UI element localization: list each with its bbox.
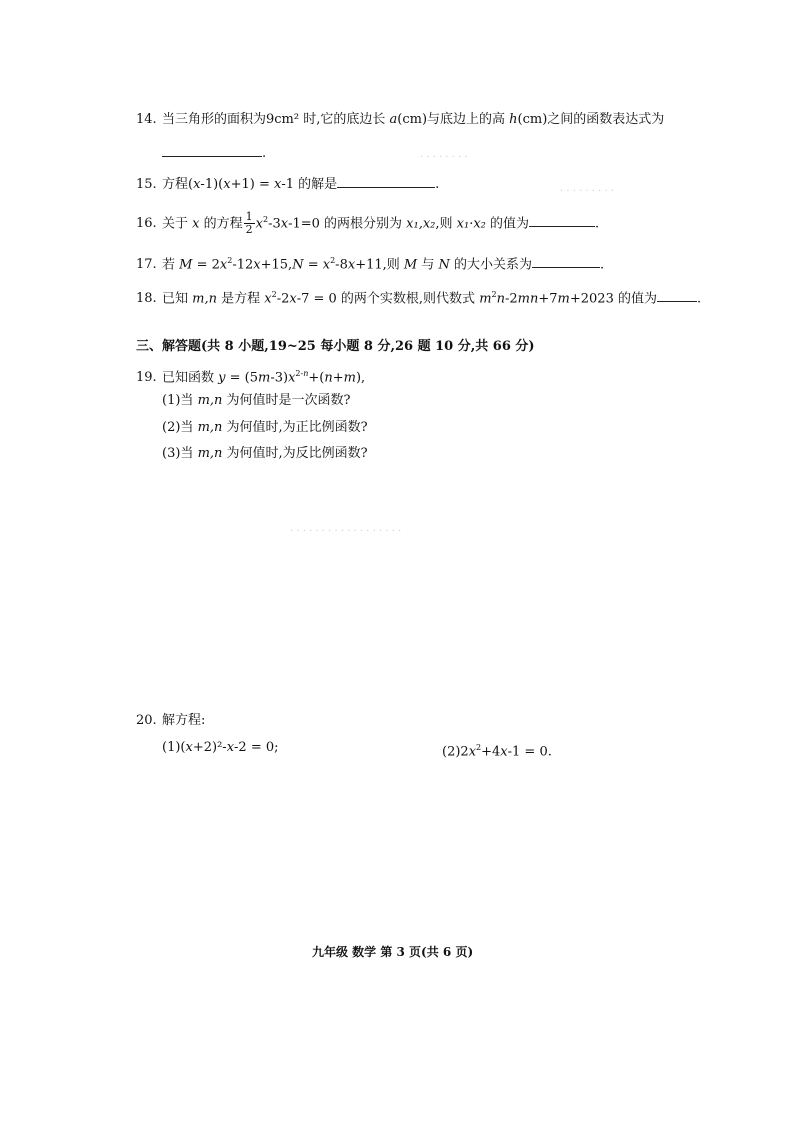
question-15: 15. 方程(x-1)(x+1) = x-1 的解是 .	[136, 173, 439, 195]
bleed-through-text: · · · · · · · · · · · · · · · · · ·	[290, 526, 402, 537]
question-19-part-1: (1)当 m,n 为何值时是一次函数?	[162, 393, 351, 408]
question-19: 19. 已知函数 $y = (5m-3)x^{2-n}+(n+m)$,	[136, 369, 366, 386]
question-20-part-1: (1)(x+2)²-x-2 = 0;	[162, 740, 279, 755]
answer-blank-18[interactable]	[657, 287, 697, 302]
question-17: 17. 若 $M = 2x^2-12x+15,N = x^2-8x+11$,则 M 与 N 的大小关系为 .	[136, 251, 604, 275]
question-19-part-3: (3)当 m,n 为何值时,为反比例函数?	[162, 446, 368, 461]
question-19-part-2: (2)当 m,n 为何值时,为正比例函数?	[162, 420, 368, 435]
page-footer: 九年级 数学 第 3 页(共 6 页)	[312, 945, 474, 959]
answer-blank-15[interactable]	[337, 173, 435, 188]
question-18: 18. 已知 m,n 是方程 $x^2-2x-7 = 0$ 的两个实数根,则代数式 $m^2n-2mn+7m+2023$ 的值为 .	[136, 285, 701, 309]
question-20-part-2: $(2)2x^2+4x-1 = 0$.	[442, 743, 552, 760]
question-14: 14. 当三角形的面积为9cm² 时,它的底边长 a(cm)与底边上的高 h(cm)之间的函数表达式为	[136, 110, 664, 130]
answer-blank-14[interactable]: .	[162, 142, 266, 164]
fraction: $\frac{1}{2}$	[245, 210, 253, 237]
question-number: 14.	[136, 112, 157, 127]
bleed-through-text: · · · · · · · ·	[420, 152, 468, 163]
answer-blank-16[interactable]	[529, 212, 595, 227]
question-20: 20. 解方程:	[136, 713, 206, 728]
question-16: 16. 关于 x 的方程 $\frac{1}{2}$ $x^2-3x-1=0$ 的两根分别为 x₁,x₂,则 x₁·x₂ 的值为 .	[136, 210, 600, 237]
section-heading: 三、解答题(共 8 小题,19~25 每小题 8 分,26 题 10 分,共 66 分)	[136, 339, 535, 354]
answer-blank-17[interactable]	[532, 253, 600, 268]
bleed-through-text: · · · · · · · · ·	[560, 186, 615, 197]
